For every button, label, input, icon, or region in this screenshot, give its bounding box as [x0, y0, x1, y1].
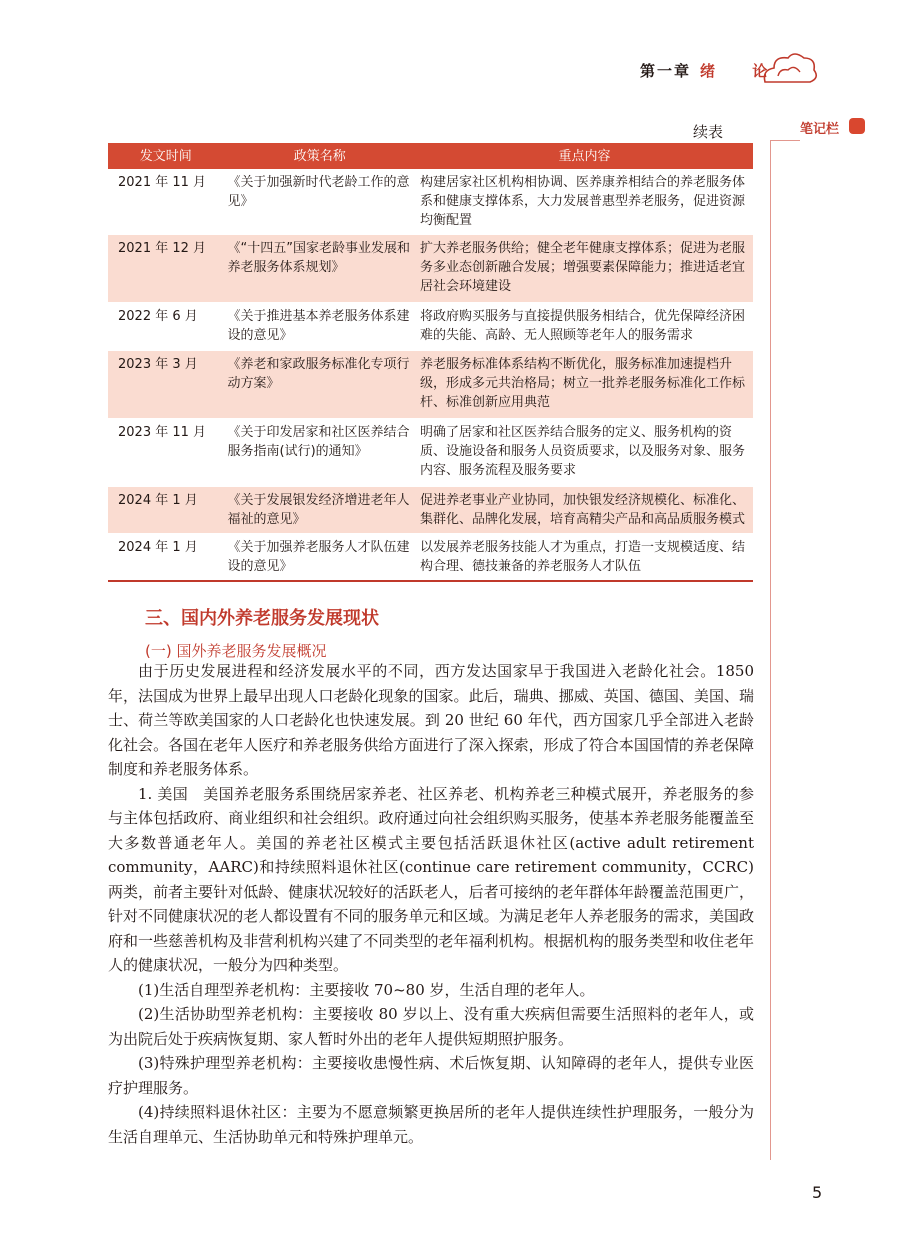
paragraph: 1. 美国 美国养老服务系围绕居家养老、社区养老、机构养老三种模式展开，养老服务的参与主体包括政府、商业组织和社会组织。政府通过向社会组织购买服务，使基本养老服务能覆盖至大多数普通老年人。美国的养老社区模式主要包括活跃退休社区(active adult retirement community，AARC)和持续照料退休社区(continue care retirement community，CCRC)两类，前者主要针对低龄、健康状况较好的活跃老人，后者可接纳的老年群体年龄覆盖范围更广，针对不同健康状况的老人都设置有不同的服务单元和区域。为满足老年人养老服务的需求，美国政府和一些慈善机构及非营利机构兴建了不同类型的老年福利机构。根据机构的服务类型和收住老年人的健康状况，一般分为四种类型。	[108, 784, 754, 974]
cell-content: 扩大养老服务供给；健全老年健康支撑体系；促进为老服务多业态创新融合发展；增强要素保障能力；推进适老宜居社会环境建设	[416, 235, 753, 303]
paragraph: (1)生活自理型养老机构：主要接收 70~80 岁，生活自理的老年人。	[138, 980, 595, 999]
table-row	[108, 303, 753, 351]
cell-content: 构建居家社区机构相协调、医养康养相结合的养老服务体系和健康支撑体系，大力发展普惠型养老服务，促进资源均衡配置	[416, 169, 753, 235]
table-row	[108, 351, 753, 419]
cell-date: 2021 年 12 月	[108, 235, 224, 303]
cell-policy-name: 《关于印发居家和社区医养结合服务指南(试行)的通知》	[224, 419, 416, 487]
chapter-number: 第一章	[640, 62, 692, 80]
cell-policy-name: 《关于发展银发经济增进老年人福祉的意见》	[224, 487, 416, 534]
cell-date: 2021 年 11 月	[108, 169, 224, 235]
column-header-policy: 政策名称	[224, 143, 416, 169]
notebook-pen-icon	[849, 118, 865, 134]
cloud-ornament-icon	[760, 50, 820, 90]
table-continued-label: 续表	[693, 123, 724, 141]
column-header-date: 发文时间	[108, 143, 224, 169]
cell-date: 2024 年 1 月	[108, 487, 224, 534]
cell-content: 以发展养老服务技能人才为重点，打造一支规模适度、结构合理、德技兼备的养老服务人才队伍	[416, 534, 753, 582]
paragraph: (3)特殊护理型养老机构：主要接收患慢性病、术后恢复期、认知障碍的老年人，提供专业医疗护理服务。	[108, 1054, 754, 1097]
cell-policy-name: 《关于推进基本养老服务体系建设的意见》	[224, 303, 416, 351]
section-heading: 三、国内外养老服务发展现状	[145, 608, 379, 629]
subsection-heading: (一) 国外养老服务发展概况	[145, 642, 327, 660]
notes-margin-rule	[770, 140, 771, 1160]
notes-margin-top-rule	[770, 140, 800, 141]
cell-date: 2024 年 1 月	[108, 534, 224, 582]
table-row	[108, 487, 753, 534]
paragraph: 由于历史发展进程和经济发展水平的不同，西方发达国家早于我国进入老龄化社会。1850 年，法国成为世界上最早出现人口老龄化现象的国家。此后，瑞典、挪威、英国、德国、美国、瑞士、荷兰等欧美国家的人口老龄化也快速发展。到 20 世纪 60 年代，西方国家几乎全部进入老龄化社会。各国在老年人医疗和养老服务供给方面进行了深入探索，形成了符合本国国情的养老保障制度和养老服务体系。	[108, 662, 754, 778]
table-row	[108, 235, 753, 303]
body-text	[108, 659, 754, 1149]
table-row	[108, 534, 753, 582]
paragraph: (2)生活协助型养老机构：主要接收 80 岁以上、没有重大疾病但需要生活照料的老年人，或为出院后处于疾病恢复期、家人暂时外出的老年人提供短期照护服务。	[108, 1005, 754, 1048]
cell-policy-name: 《养老和家政服务标准化专项行动方案》	[224, 351, 416, 419]
table-row	[108, 419, 753, 487]
cell-date: 2022 年 6 月	[108, 303, 224, 351]
cell-policy-name: 《“十四五”国家老龄事业发展和养老服务体系规划》	[224, 235, 416, 303]
cell-content: 促进养老事业产业协同，加快银发经济规模化、标准化、集群化、品牌化发展，培育高精尖产品和高品质服务模式	[416, 487, 753, 534]
table-header-row	[108, 143, 753, 169]
chapter-title: 绪 论	[700, 62, 784, 80]
cell-policy-name: 《关于加强新时代老龄工作的意见》	[224, 169, 416, 235]
cell-content: 将政府购买服务与直接提供服务相结合，优先保障经济困难的失能、高龄、无人照顾等老年人的服务需求	[416, 303, 753, 351]
policy-table	[108, 143, 753, 582]
cell-content: 养老服务标准体系结构不断优化，服务标准加速提档升级，形成多元共治格局；树立一批养老服务标准化工作标杆、标准创新应用典范	[416, 351, 753, 419]
cell-date: 2023 年 11 月	[108, 419, 224, 487]
notes-column-label: 笔记栏	[800, 122, 840, 137]
cell-content: 明确了居家和社区医养结合服务的定义、服务机构的资质、设施设备和服务人员资质要求，以及服务对象、服务内容、服务流程及服务要求	[416, 419, 753, 487]
cell-policy-name: 《关于加强养老服务人才队伍建设的意见》	[224, 534, 416, 582]
column-header-content: 重点内容	[416, 143, 753, 169]
page-number: 5	[812, 1183, 823, 1202]
table-row	[108, 169, 753, 235]
cell-date: 2023 年 3 月	[108, 351, 224, 419]
paragraph: (4)持续照料退休社区：主要为不愿意频繁更换居所的老年人提供连续性护理服务，一般分为生活自理单元、生活协助单元和特殊护理单元。	[108, 1103, 754, 1146]
